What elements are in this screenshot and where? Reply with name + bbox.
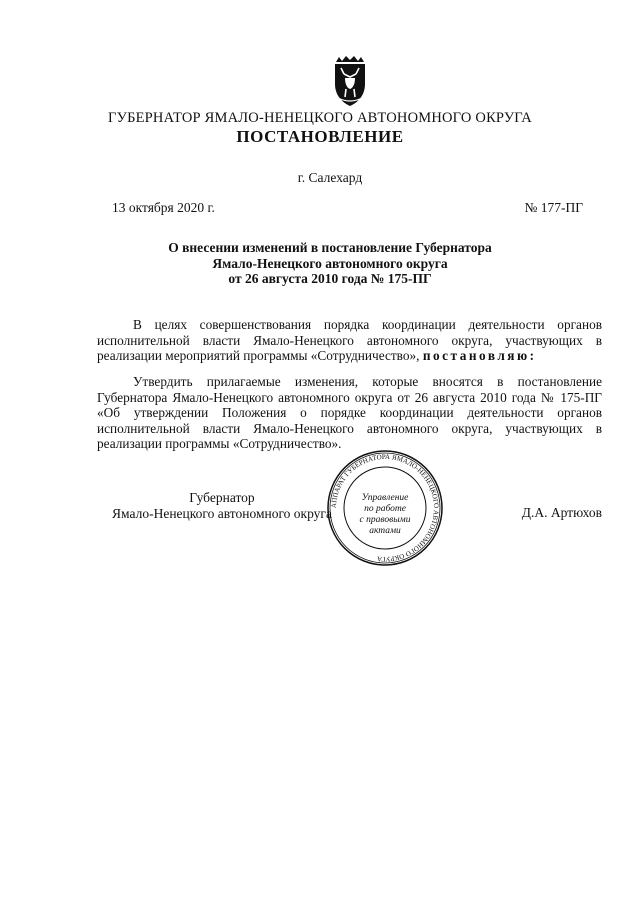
stamp-inner-line: Управление: [361, 493, 409, 503]
signatory-title-line: Губернатор: [189, 490, 255, 505]
issuer-title: ГУБЕРНАТОР ЯМАЛО-НЕНЕЦКОГО АВТОНОМНОГО ОКРУГА: [108, 110, 532, 126]
preamble-text: В целях совершенствования порядка координации деятельности органов исполнительной власти Ямало-Ненецкого автономного округа, участвующих в реализации мероприятий программы «Сотрудничество»,: [97, 317, 602, 363]
operative-paragraph: [97, 374, 602, 452]
signatory-title: [97, 490, 347, 522]
preamble-paragraph: [97, 317, 602, 364]
stamp-inner-line: по работе: [364, 504, 406, 514]
document-type: ПОСТАНОВЛЕНИЕ: [236, 127, 404, 146]
subject-line: Ямало-Ненецкого автономного округа: [212, 255, 448, 271]
stamp-inner-line: актами: [369, 526, 401, 536]
document-date: 13 октября 2020 г.: [112, 200, 215, 215]
stamp-inner-line: с правовыми: [359, 515, 411, 525]
signatory-title-line: Ямало-Ненецкого автономного округа: [112, 506, 332, 521]
official-stamp: [325, 448, 445, 568]
signatory-name: Д.А. Артюхов: [521, 505, 602, 520]
coat-of-arms-emblem: [327, 54, 373, 108]
stamp-ring-text: АППАРАТ ГУБЕРНАТОРА ЯМАЛО-НЕНЕЦКОГО АВТОНОМНОГО ОКРУГА: [329, 452, 441, 564]
subject-line: от 26 августа 2010 года № 175-ПГ: [228, 271, 432, 286]
subject-line: О внесении изменений в постановление Губернатора: [168, 240, 492, 255]
decree-keyword: постановляю:: [422, 348, 537, 363]
operative-text: Утвердить прилагаемые изменения, которые вносятся в постановление Губернатора Ямало-Ненецкого автономного округа от 26 августа 2010 года № 175-ПГ «Об утверждении Положения о порядке координации деятельности органов исполнительной власти Ямало-Ненецкого автономного округа, участвующих в реализации программы «Сотрудничество».: [97, 374, 602, 451]
city: г. Салехард: [297, 170, 363, 185]
document-number: № 177-ПГ: [524, 200, 583, 215]
document-subject: [10, 240, 640, 287]
